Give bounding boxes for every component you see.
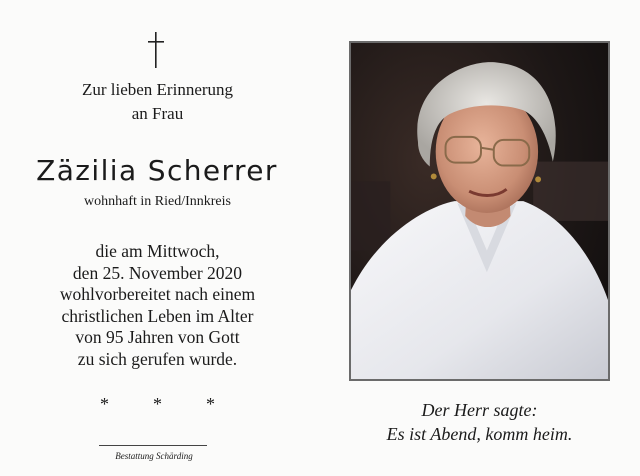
body-line: den 25. November 2020 xyxy=(72,262,243,283)
body-line: von 95 Jahren von Gott xyxy=(75,327,240,348)
cross-icon xyxy=(146,32,166,68)
portrait-photo xyxy=(349,41,610,381)
star-mark: * xyxy=(100,394,109,414)
quote-line-1: Der Herr sagte: xyxy=(421,400,538,420)
intro-text xyxy=(0,78,315,126)
star-divider xyxy=(100,394,215,414)
body-line: wohlvorbereitet nach einem xyxy=(59,284,256,305)
star-mark: * xyxy=(206,394,215,414)
funeral-home-label: Bestattung Schärding xyxy=(115,451,193,461)
signature-rule xyxy=(99,445,207,446)
intro-line-1: Zur lieben Erinnerung xyxy=(81,80,234,99)
body-line: zu sich gerufen wurde. xyxy=(77,348,238,369)
residence-text: wohnhaft in Ried/Innkreis xyxy=(84,194,231,209)
body-line: die am Mittwoch, xyxy=(95,241,220,261)
star-mark: * xyxy=(153,394,162,414)
intro-line-2: an Frau xyxy=(131,104,184,123)
memorial-text-column xyxy=(0,0,315,476)
death-notice-text xyxy=(0,241,315,371)
body-line: christlichen Leben im Alter xyxy=(61,305,254,326)
deceased-name: Zäzilia Scherrer xyxy=(36,154,278,187)
quote-line-2: Es ist Abend, komm heim. xyxy=(386,424,573,444)
